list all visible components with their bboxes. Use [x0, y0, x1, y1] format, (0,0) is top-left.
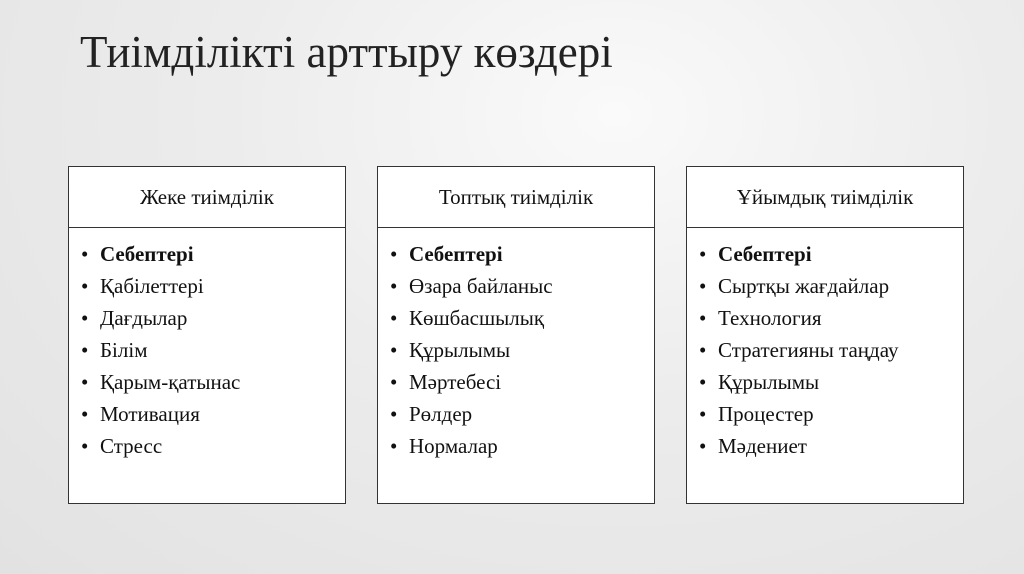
bullet-icon: • [390, 338, 398, 362]
list-item-text: Себептері [100, 242, 194, 266]
list-item [81, 398, 345, 430]
bullet-icon: • [81, 370, 89, 394]
bullet-icon: • [390, 370, 398, 394]
list-item-text: Себептері [718, 242, 812, 266]
list-item [81, 430, 345, 462]
bullet-icon: • [699, 274, 707, 298]
list-item [390, 430, 654, 462]
list-item [390, 302, 654, 334]
list-item [81, 270, 345, 302]
bullet-icon: • [390, 274, 398, 298]
bullet-icon: • [81, 434, 89, 458]
bullet-icon: • [699, 370, 707, 394]
column-individual [68, 166, 346, 504]
list-item [390, 270, 654, 302]
item-list [69, 228, 345, 462]
bullet-icon: • [81, 402, 89, 426]
list-item-text: Құрылымы [409, 338, 511, 362]
list-item [699, 270, 963, 302]
item-list [687, 228, 963, 462]
list-item [81, 302, 345, 334]
list-item [390, 334, 654, 366]
list-item-text: Мәдениет [718, 434, 807, 458]
list-item-text: Білім [100, 338, 148, 362]
item-list [378, 228, 654, 462]
list-item [699, 238, 963, 270]
list-item [390, 398, 654, 430]
list-item-text: Технология [718, 306, 822, 330]
list-item-text: Дағдылар [100, 306, 188, 330]
bullet-icon: • [81, 274, 89, 298]
list-item-text: Қарым-қатынас [100, 370, 241, 394]
list-item [699, 398, 963, 430]
bullet-icon: • [390, 306, 398, 330]
list-item-text: Стратегияны таңдау [718, 338, 899, 362]
list-item [699, 366, 963, 398]
list-item [390, 366, 654, 398]
list-item-text: Өзара байланыс [409, 274, 553, 298]
list-item-text: Процестер [718, 402, 814, 426]
bullet-icon: • [699, 434, 707, 458]
list-item-text: Нормалар [409, 434, 498, 458]
bullet-icon: • [81, 242, 89, 266]
bullet-icon: • [390, 402, 398, 426]
column-header: Ұйымдық тиімділік [687, 167, 963, 228]
bullet-icon: • [699, 402, 707, 426]
column-group [377, 166, 655, 504]
list-item-text: Мәртебесі [409, 370, 502, 394]
column-organizational [686, 166, 964, 504]
list-item [699, 302, 963, 334]
list-item-text: Мотивация [100, 402, 200, 426]
list-item [390, 238, 654, 270]
list-item-text: Сыртқы жағдайлар [718, 274, 890, 298]
list-item-text: Көшбасшылық [409, 306, 545, 330]
bullet-icon: • [699, 338, 707, 362]
list-item [81, 238, 345, 270]
list-item-text: Қабілеттері [100, 274, 204, 298]
bullet-icon: • [81, 306, 89, 330]
list-item-text: Себептері [409, 242, 503, 266]
list-item [81, 334, 345, 366]
list-item-text: Құрылымы [718, 370, 820, 394]
slide-title: Тиімділікті арттыру көздері [80, 27, 613, 77]
bullet-icon: • [699, 242, 707, 266]
list-item-text: Стресс [100, 434, 163, 458]
list-item-text: Рөлдер [409, 402, 473, 426]
column-header: Топтық тиімділік [378, 167, 654, 228]
bullet-icon: • [390, 242, 398, 266]
bullet-icon: • [699, 306, 707, 330]
list-item [699, 334, 963, 366]
bullet-icon: • [81, 338, 89, 362]
list-item [81, 366, 345, 398]
list-item [699, 430, 963, 462]
bullet-icon: • [390, 434, 398, 458]
column-header: Жеке тиімділік [69, 167, 345, 228]
